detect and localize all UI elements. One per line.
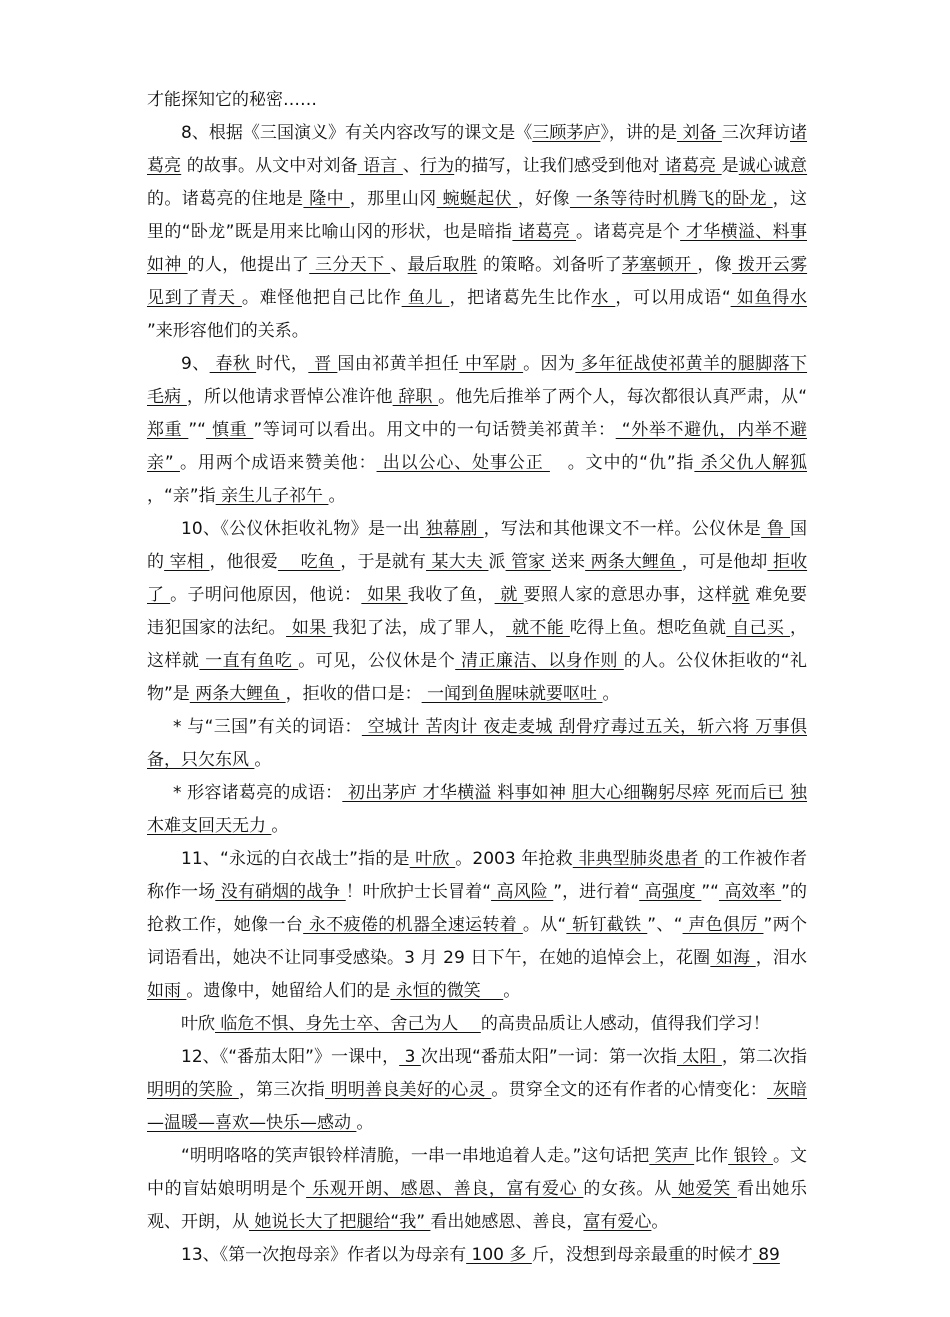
paragraph-11-ye-xin: 11、“永远的白衣战士”指的是 叶欣 。2003 年抢救 非典型肺炎患者 的工作被作者称作一场 没有硝烟的战争 ！叶欣护士长冒着“ 高风险 ”，进行着“ 高强度 ”“ 高效率 ”的抢救工作，她像一台 永不疲倦的机器全速运转着 。从“ 斩钉截铁 ”、“ 声色俱厉 ”两个词语看出，她决不让同事受感染。3 月 29 日下午，在她的追悼会上，花圈 如海 ，泪水 如雨 。遗像中，她留给人们的是 永恒的微笑 。	[147, 849, 808, 1001]
paragraph-mingming-laugh: “明明咯咯的笑声银铃样清脆，一串一串地追着人走。”这句话把 笑声 比作 银铃 。文中的盲姑娘明明是个 乐观开朗、感恩、善良，富有爱心 的女孩。从 她爱笑 看出她乐观、开朗，从 她说长大了把腿给“我” 看出她感恩、善良，富有爱心。	[147, 1146, 808, 1232]
paragraph-intro-tail: 才能探知它的秘密……	[147, 90, 317, 110]
paragraph-10-gongyi-xiu: 10、《公仪休拒收礼物》是一出 独幕剧 ，写法和其他课文不一样。公仪休是 鲁 国的 宰相 ，他很爱 吃鱼 ，于是就有 某大夫 派 管家 送来 两条大鲤鱼 ，可是他却 拒收了 。子明问他原因，他说： 如果 我收了鱼， 就 要照人家的意思办事，这样就 难免要违犯国家的法纪。 如果 我犯了法，成了罪人， 就不能 吃得上鱼。想吃鱼就 自己买 ，这样就 一直有鱼吃 。可见，公仪休是个 清正廉洁、以身作则 的人。公仪休拒收的“礼物”是 两条大鲤鱼 ，拒收的借口是： 一闻到鱼腥味就要呕吐 。	[147, 519, 808, 704]
paragraph-12-fanqie-taiyang: 12、《“番茄太阳”》一课中， 3 次出现“番茄太阳”一词：第一次指 太阳 ，第二次指 明明的笑脸 ，第三次指 明明善良美好的心灵 。贯穿全文的还有作者的心情变化： 灰暗—温暖—喜欢—快乐—感动 。	[147, 1047, 808, 1133]
paragraph-9-qi-huangyang: 9、 春秋 时代， 晋 国由祁黄羊担任 中军尉 。因为 多年征战使祁黄羊的腿脚落下毛病 ，所以他请求晋悼公准许他 辞职 。他先后推举了两个人，每次都很认真严肃，从“ 郑重 ”“ 慎重 ”等词可以看出。用文中的一句话赞美祁黄羊： “外举不避仇，内举不避亲” 。用两个成语来赞美他： 出以公心、处事公正 。文中的“仇”指 杀父仇人解狐 ，“亲”指 亲生儿子祁午 。	[147, 354, 808, 506]
paragraph-sanguo-words: * 与“三国”有关的词语： 空城计 苦肉计 夜走麦城 刮骨疗毒过五关，斩六将 万事俱备，只欠东风 。	[147, 717, 807, 770]
paragraph-zhuge-idioms: * 形容诸葛亮的成语： 初出茅庐 才华横溢 料事如神 胆大心细鞠躬尽瘁 死而后已 独木难支回天无力 。	[147, 783, 808, 836]
document-page	[147, 84, 807, 1272]
paragraph-ye-xin-quality: 叶欣 临危不惧、身先士卒、舍己为人 的高贵品质让人感动，值得我们学习！	[181, 1014, 770, 1034]
paragraph-13-hug-mother: 13、《第一次抱母亲》作者以为母亲有 100 多 斤，没想到母亲最重的时候才 89	[181, 1245, 780, 1265]
paragraph-8-sangu-maolu: 8、根据《三国演义》有关内容改写的课文是《三顾茅庐》，讲的是 刘备 三次拜访诸葛亮 的故事。从文中对刘备 语言 、行为的描写，让我们感受到他对 诸葛亮 是诚心诚意 的。诸葛亮的住地是 隆中 ，那里山冈 蜿蜒起伏 ，好像 一条等待时机腾飞的卧龙 ，这里的“卧龙”既是用来比喻山冈的形状，也是暗指 诸葛亮 。诸葛亮是个 才华横溢、料事如神 的人，他提出了 三分天下 、最后取胜 的策略。刘备听了茅塞顿开 ，像 拨开云雾见到了青天 。难怪他把自己比作 鱼儿 ，把诸葛先生比作水 ，可以用成语“ 如鱼得水 ”来形容他们的关系。	[147, 123, 808, 341]
